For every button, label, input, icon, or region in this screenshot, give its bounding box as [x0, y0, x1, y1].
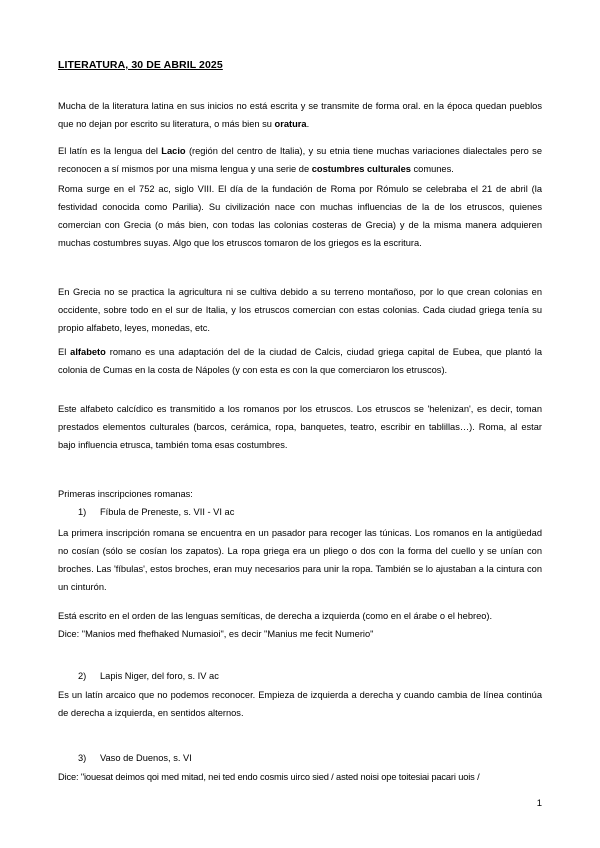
list-text: Vaso de Duenos, s. VI: [100, 753, 192, 763]
paragraph-semitic-order: Está escrito en el orden de las lenguas semíticas, de derecha a izquierda (como en el árabe o el hebreo).: [58, 611, 493, 621]
list-number: 1): [78, 507, 87, 517]
paragraph-alphabet: [58, 343, 542, 379]
list-number: 3): [78, 753, 87, 763]
page-number: 1: [536, 798, 542, 809]
paragraph-fibula-description: La primera inscripción romana se encuentra en un pasador para recoger las túnicas. Los romanos en la antigüedad no cosían (sólo se cosían los zapatos). La ropa griega era un pliego o dos con la forma del cuello y se unían con broches. Las 'fíbulas', estos broches, eran muy necesarios para unir la ropa. También se lo ajustaban a la cintura con un cinturón.: [58, 528, 542, 592]
text-run: Mucha de la literatura latina en sus inicios no está escrita y se transmite de forma oral. en la época quedan pueblos que no dejan por escrito su literatura, o más bien su: [58, 101, 542, 129]
list-text: Lapis Niger, del foro, s. IV ac: [100, 671, 219, 681]
paragraph-lapis-niger: Es un latín arcaico que no podemos reconocer. Empieza de izquierda a derecha y cuando cambia de línea continúa de derecha a izquierda, en sentidos alternos.: [58, 690, 542, 718]
paragraph-oral-literature: [58, 97, 542, 133]
bold-term-lacio: Lacio: [161, 146, 186, 156]
list-item-fibula: [78, 503, 234, 521]
bold-term-alfabeto: alfabeto: [70, 347, 106, 357]
text-run: comunes.: [410, 164, 454, 174]
paragraph-chalcidian-alphabet: Este alfabeto calcídico es transmitido a los romanos por los etruscos. Los etruscos se 'helenizan', es decir, toman prestados elementos culturales (barcos, cerámica, ropa, banquetes, teatro, escribir en tablillas…). Roma, al estar bajo influencia etrusca, también toma esas costumbres.: [58, 404, 542, 450]
bold-term-oratura: oratura: [274, 119, 307, 129]
paragraph-greece-colonies: En Grecia no se practica la agricultura ni se cultiva debido a su terreno montañoso, por lo que crean colonias en occidente, sobre todo en el sur de Italia, y los etruscos comercian con estas colonias. Cada ciudad griega tenía su propio alfabeto, leyes, monedas, etc.: [58, 287, 542, 333]
bold-term-costumbres: costumbres culturales: [311, 164, 411, 174]
paragraph-fibula-quote: Dice: "Manios med fhefhaked Numasioi", es decir "Manius me fecit Numerio": [58, 629, 374, 639]
text-run: El latín es la lengua del: [58, 146, 162, 156]
text-run: romano es una adaptación del de la ciudad de Calcis, ciudad griega capital de Eubea, que plantó la colonia de Cumas en la costa de Nápoles (y con esta es con la que comerciaron los etruscos).: [58, 347, 542, 375]
text-run: .: [306, 119, 310, 129]
list-item-lapis-niger: [78, 667, 219, 685]
paragraph-latin-lacio: [58, 142, 542, 178]
paragraph-inscriptions-heading: Primeras inscripciones romanas:: [58, 489, 193, 499]
document-title: LITERATURA, 30 DE ABRIL 2025: [58, 59, 223, 71]
text-run: (región del centro de Italia), y su etnia tiene muchas variaciones dialectales pero se reconocen a sí mismos por una misma lengua y una serie de: [58, 146, 542, 174]
paragraph-duenos-quote: Dice: "iouesat deimos qoi med mitad, nei ted endo cosmis uirco sied / asted noisi ope toitesiai pacari uois /: [58, 772, 480, 782]
list-number: 2): [78, 671, 87, 681]
list-item-duenos: [78, 749, 192, 767]
paragraph-rome-origins: Roma surge en el 752 ac, siglo VIII. El día de la fundación de Roma por Rómulo se celebraba el 21 de abril (la festividad conocida como Parilia). Su civilización nace con muchas influencias de la de los etruscos, quienes comercian con Grecia (o más bien, con todas las colonias costeras de Grecia) y de la misma manera adquieren muchas costumbres suyas. Algo que los etruscos tomaron de los griegos es la escritura.: [58, 184, 542, 248]
list-text: Fíbula de Preneste, s. VII - VI ac: [100, 507, 235, 517]
text-run: El: [58, 347, 71, 357]
